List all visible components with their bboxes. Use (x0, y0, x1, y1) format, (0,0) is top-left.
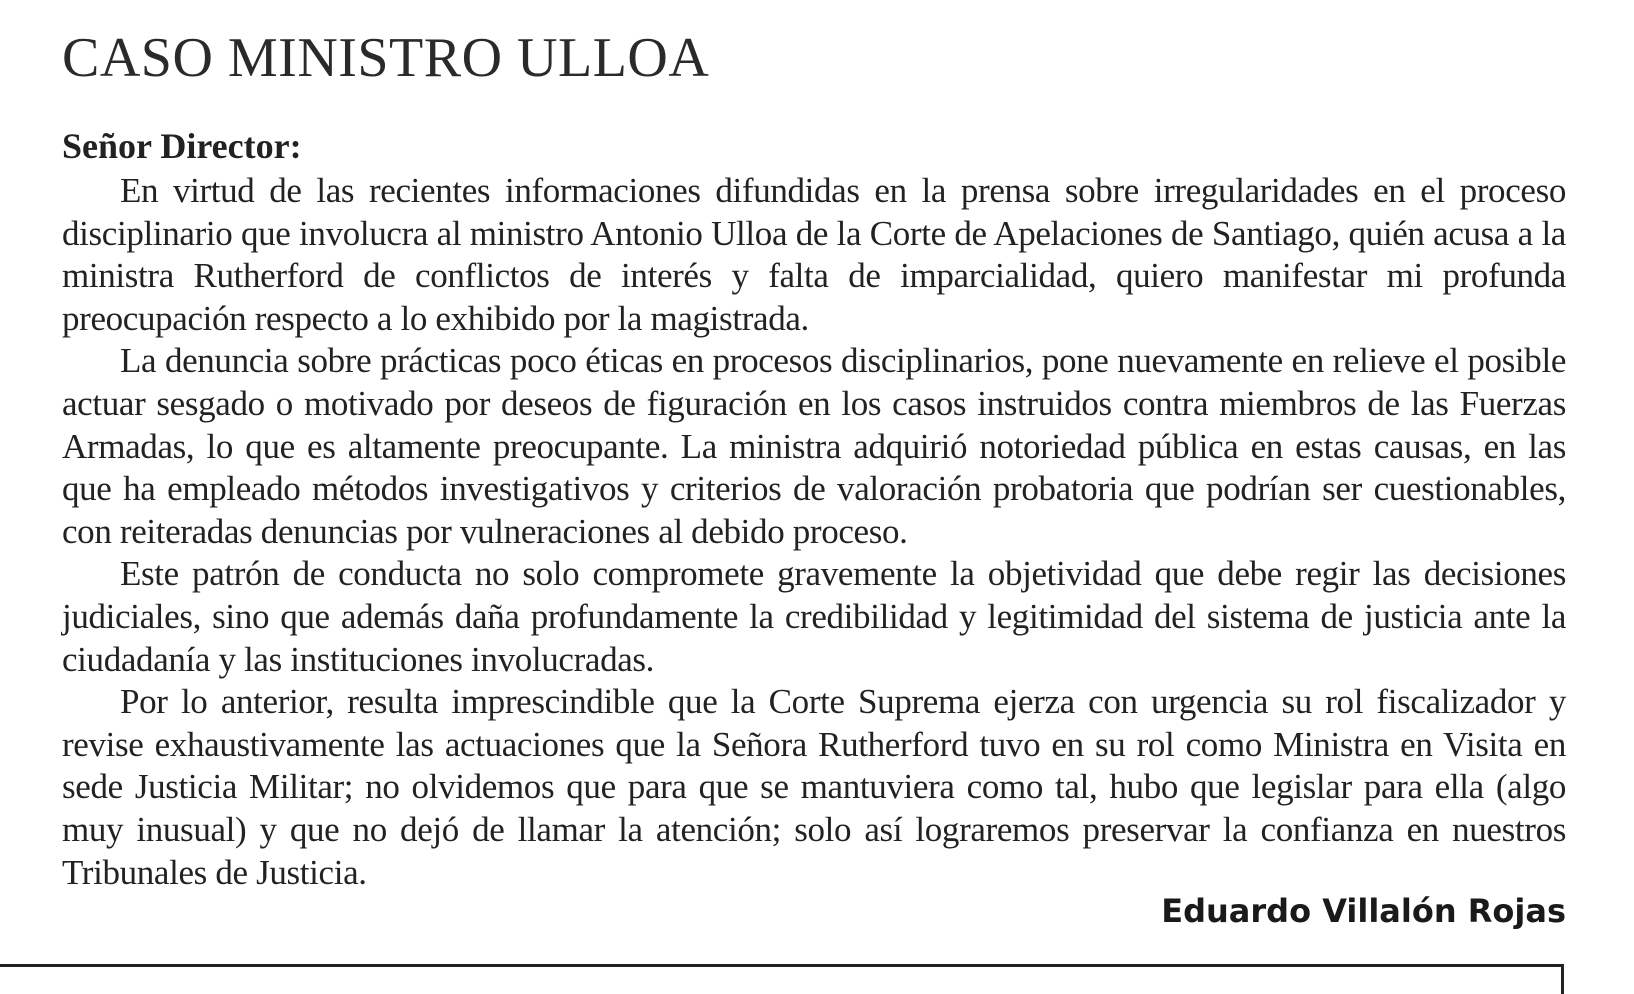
letter-body (62, 170, 1566, 894)
letter-signature: Eduardo Villalón Rojas (1161, 892, 1566, 930)
letter-paragraph: La denuncia sobre prácticas poco éticas en procesos disciplinarios, pone nuevamente en relieve el posible actuar sesgado o motivado por deseos de figuración en los casos instruidos contra miembros de las Fuerzas Armadas, lo que es altamente preocupante. La ministra adquirió notoriedad pública en estas causas, en las que ha empleado métodos investigativos y criterios de valoración probatoria que podrían ser cuestionables, con reiteradas denuncias por vulneraciones al debido proceso. (62, 341, 1566, 551)
letter-paragraph: Este patrón de conducta no solo compromete gravemente la objetividad que debe regir las decisiones judiciales, sino que además daña profundamente la credibilidad y legitimidad del sistema de justicia ante la ciudadanía y las instituciones involucradas. (62, 554, 1566, 679)
letter-headline: CASO MINISTRO ULLOA (62, 27, 710, 89)
letter-salutation: Señor Director: (62, 126, 302, 166)
letter-paragraph: En virtud de las recientes informaciones difundidas en la prensa sobre irregularidades en el proceso disciplinario que involucra al ministro Antonio Ulloa de la Corte de Apelaciones de Santiago, quién acusa a la ministra Rutherford de conflictos de interés y falta de imparcialidad, quiero manifestar mi profunda preocupación respecto a lo exhibido por la magistrada. (62, 171, 1566, 338)
next-column-border (0, 964, 1564, 994)
letter-paragraph: Por lo anterior, resulta imprescindible que la Corte Suprema ejerza con urgencia su rol fiscalizador y revise exhaustivamente las actuaciones que la Señora Rutherford tuvo en su rol como Ministra en Visita en sede Justicia Militar; no olvidemos que para que se mantuviera como tal, hubo que legislar para ella (algo muy inusual) y que no dejó de llamar la atención; solo así lograremos preservar la confianza en nuestros Tribunales de Justicia. (62, 682, 1566, 892)
